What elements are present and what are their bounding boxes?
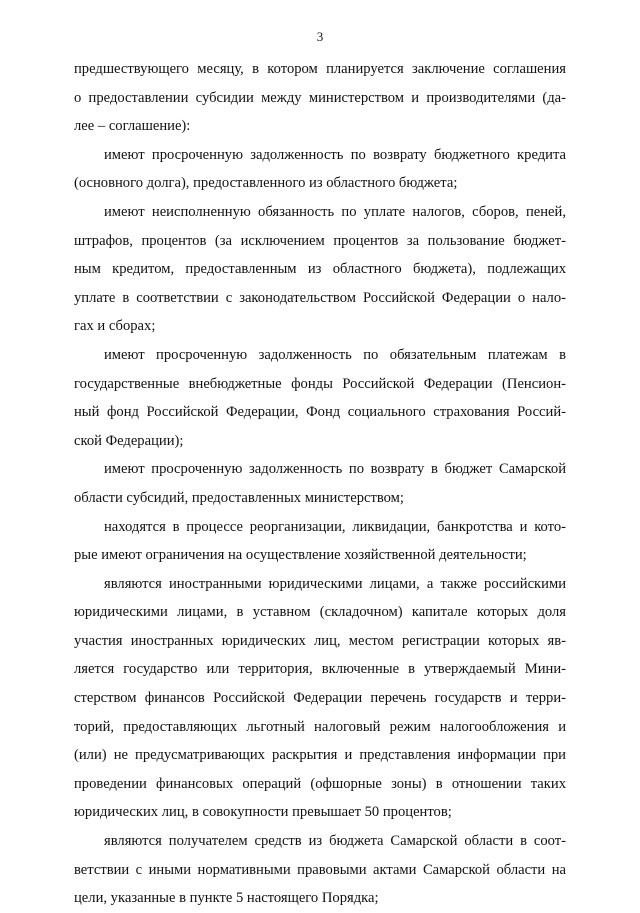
text-line: ным кредитом, предоставленным из областного бюджета), подлежащих <box>74 261 566 278</box>
text-line: лее – соглашение): <box>74 118 191 135</box>
text-line: о предоставлении субсидии между министерством и производителями (да- <box>74 89 566 106</box>
text-line: юридическими лицами, в уставном (складочном) капитале которых доля <box>74 604 566 621</box>
text-line: уплате в соответствии с законодательством Российской Федерации о нало- <box>74 289 566 306</box>
text-line: рые имеют ограничения на осуществление хозяйственной деятельности; <box>74 547 527 564</box>
text-line: государственные внебюджетные фонды Российской Федерации (Пенсион- <box>74 375 566 392</box>
text-line: имеют просроченную задолженность по возврату бюджетного кредита <box>104 146 566 163</box>
text-line: (или) не предусматривающих раскрытия и представления информации при <box>74 747 566 764</box>
text-line: являются получателем средств из бюджета Самарской области в соот- <box>104 833 566 850</box>
document-body <box>74 55 566 913</box>
text-line: юридических лиц, в совокупности превышает 50 процентов; <box>74 804 452 821</box>
text-line: ской Федерации); <box>74 432 184 449</box>
text-line: находятся в процессе реорганизации, ликвидации, банкротства и кото- <box>104 518 566 535</box>
text-line: гах и сборах; <box>74 318 156 335</box>
text-line: предшествующего месяцу, в котором планируется заключение соглашения <box>74 61 566 77</box>
text-line: имеют просроченную задолженность по возврату в бюджет Самарской <box>104 461 566 478</box>
text-line: ветствии с иными нормативными правовыми актами Самарской области на <box>74 861 566 878</box>
text-line: участия иностранных юридических лиц, местом регистрации которых яв- <box>74 632 566 649</box>
page-number: 3 <box>316 29 324 44</box>
text-line: имеют просроченную задолженность по обязательным платежам в <box>104 346 566 363</box>
text-line: (основного долга), предоставленного из областного бюджета; <box>74 175 458 192</box>
text-line: ный фонд Российской Федерации, Фонд социального страхования Россий- <box>74 404 566 421</box>
text-line: ляется государство или территория, включенные в утверждаемый Мини- <box>74 661 566 678</box>
text-line: цели, указанные в пункте 5 настоящего Порядка; <box>74 890 379 907</box>
text-line: торий, предоставляющих льготный налоговый режим налогообложения и <box>74 718 566 735</box>
text-line: имеют неисполненную обязанность по уплате налогов, сборов, пеней, <box>104 203 566 220</box>
text-line: штрафов, процентов (за исключением процентов за пользование бюджет- <box>74 232 566 249</box>
text-line: области субсидий, предоставленных министерством; <box>74 489 404 506</box>
text-line: стерством финансов Российской Федерации перечень государств и терри- <box>74 690 566 707</box>
text-line: являются иностранными юридическими лицами, а также российскими <box>104 575 566 592</box>
text-line: проведении финансовых операций (офшорные зоны) в отношении таких <box>74 775 566 792</box>
